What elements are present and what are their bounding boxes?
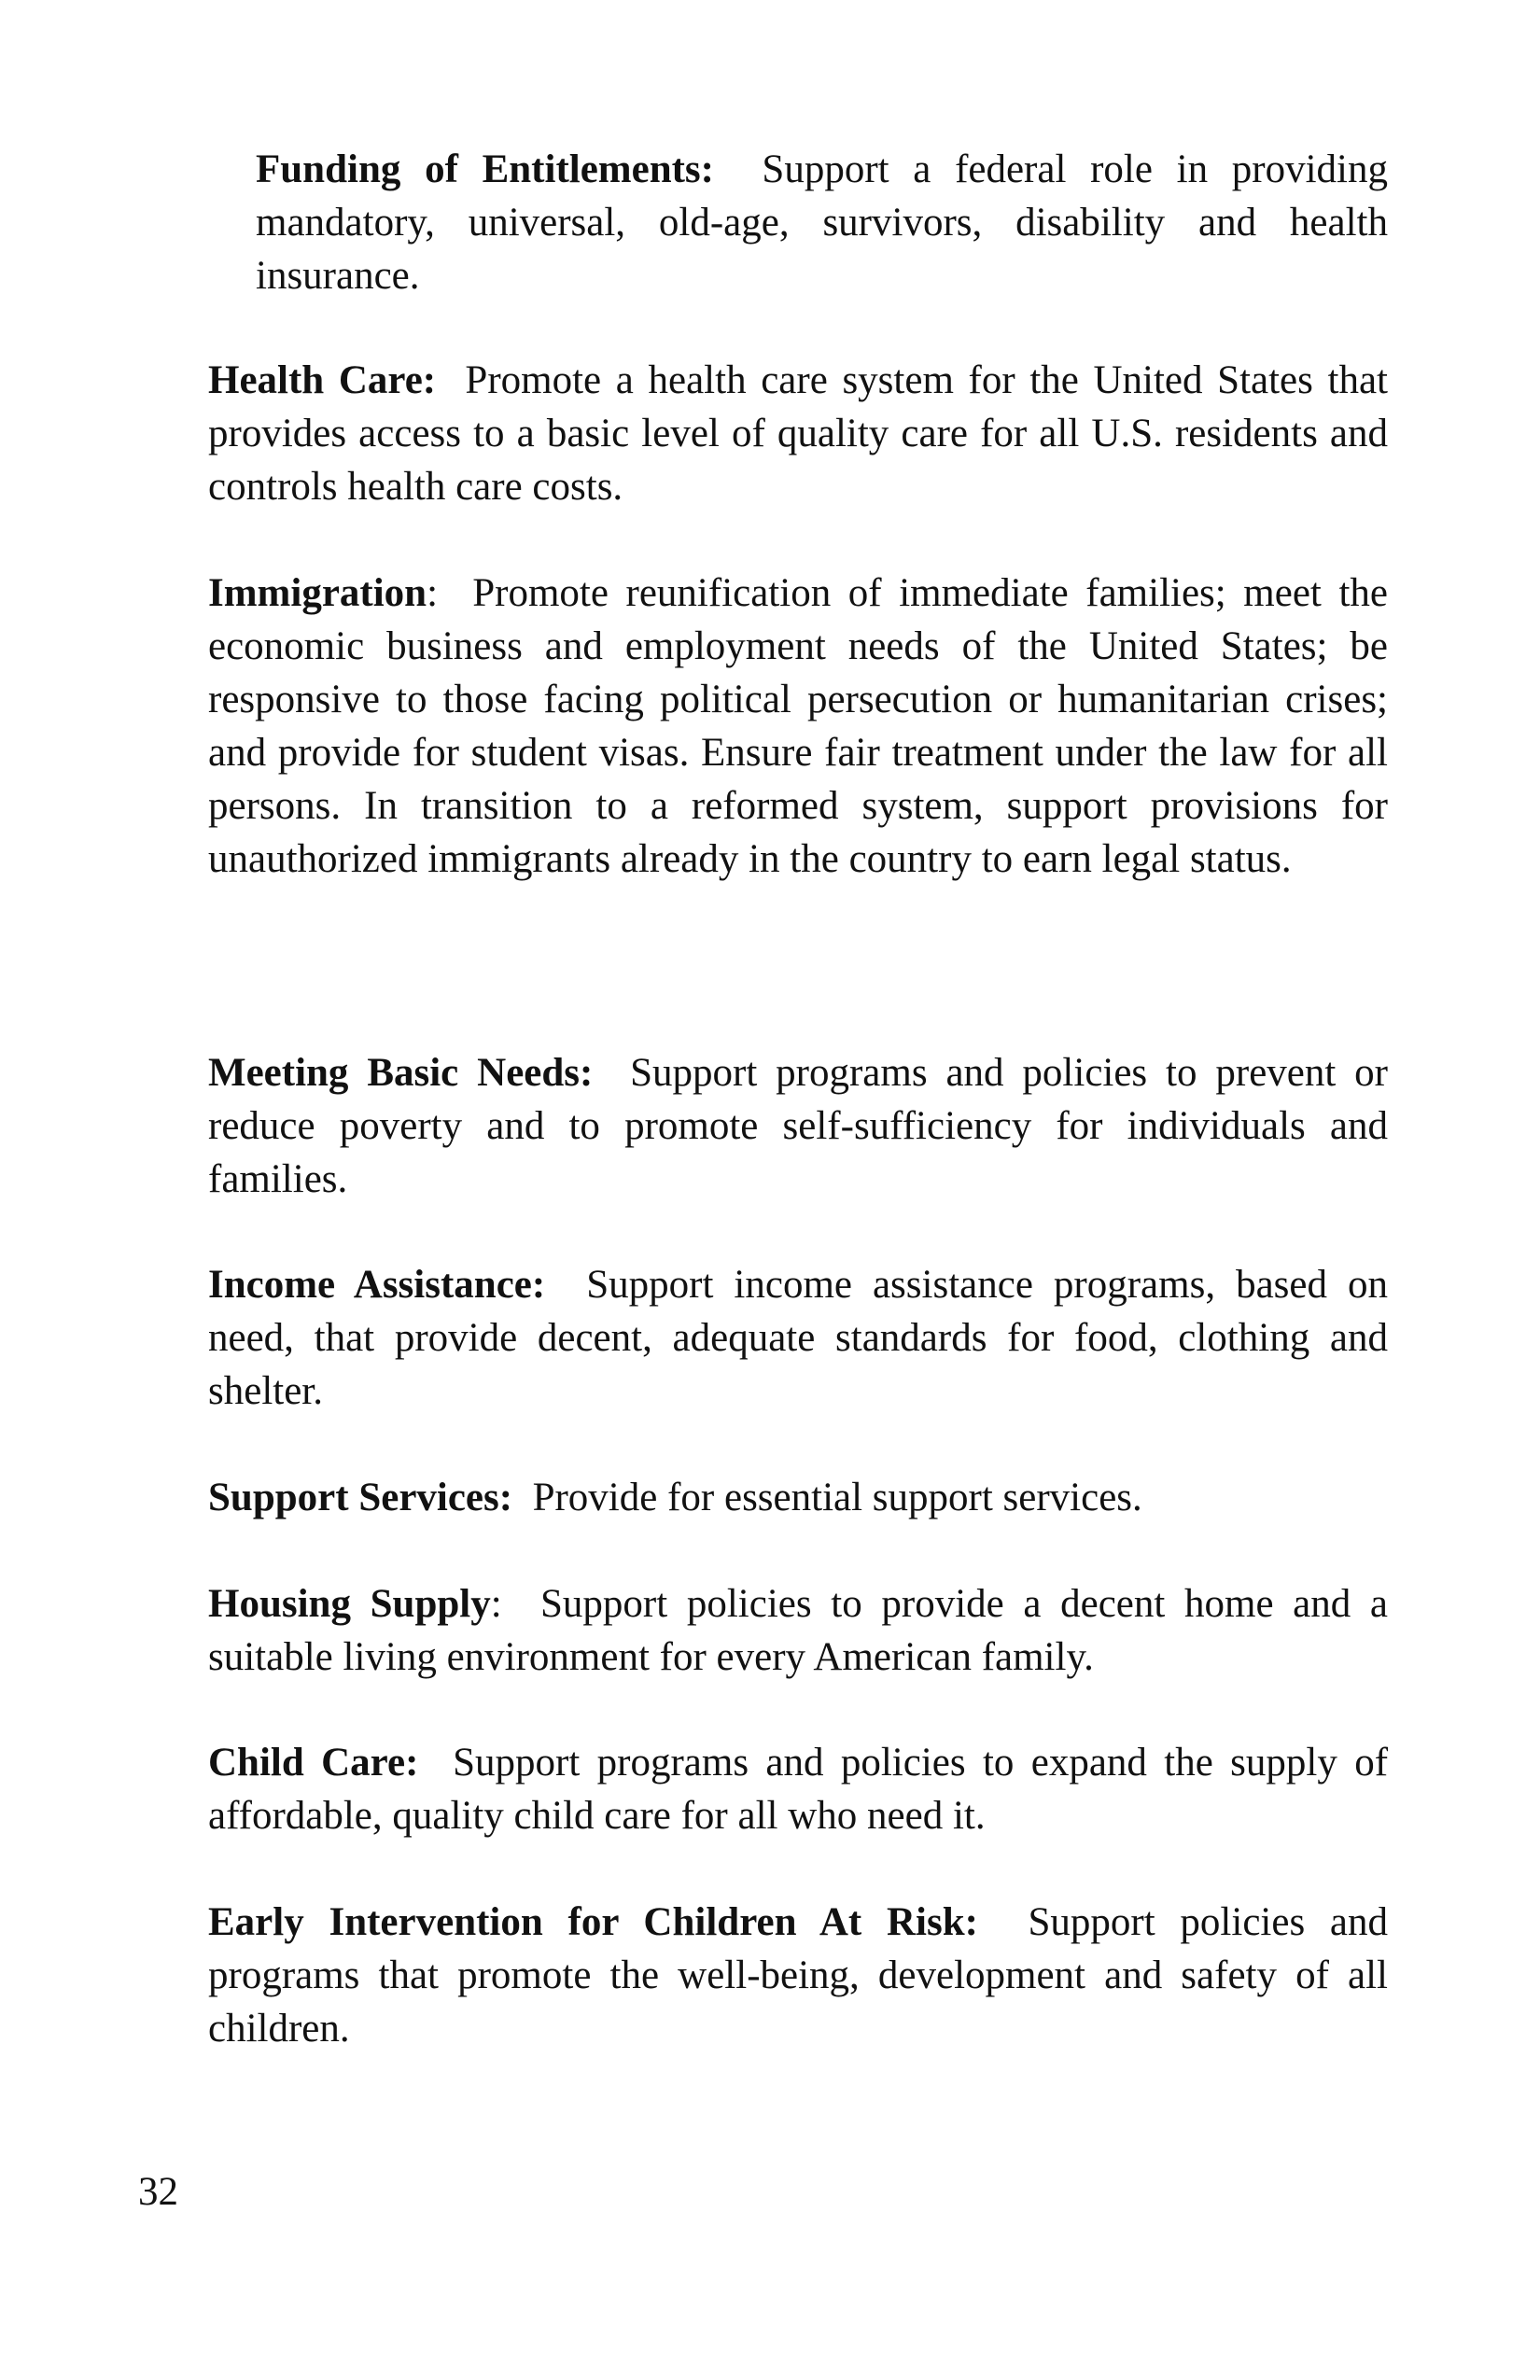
section-body: Support programs and policies to prevent or reduce poverty and to promote self-sufficiency for individuals and families.: [208, 1051, 1389, 1201]
section-heading: Support Services:: [208, 1476, 513, 1519]
section-heading: Income Assistance:: [208, 1263, 546, 1307]
section-support-services: [208, 1471, 1388, 1524]
section-income-assistance: [208, 1258, 1388, 1418]
section-body: Support policies and programs that promote the well-being, development and safety of all children.: [208, 1900, 1389, 2051]
section-body: Promote reunification of immediate families; meet the economic business and employment needs of the United States; be responsive to those facing political persecution or humanitarian crises; and provide for student visas. Ensure fair treatment under the law for all persons. In transition to a reformed system, support provisions for unauthorized immigrants already in the country to earn legal status.: [208, 571, 1388, 881]
section-early-intervention: [208, 1896, 1388, 2055]
section-separator: :: [427, 571, 439, 615]
section-heading: Housing Supply: [208, 1582, 491, 1626]
section-heading: Meeting Basic Needs:: [208, 1051, 594, 1095]
section-heading: Child Care:: [208, 1741, 419, 1785]
section-body: Promote a health care system for the United States that provides access to a basic level of quality care for all U.S. residents and controls health care costs.: [208, 358, 1389, 509]
page-number: 32: [138, 2170, 178, 2214]
section-meeting-basic-needs: [208, 1046, 1388, 1206]
section-housing-supply: [208, 1577, 1388, 1684]
section-heading: Funding of Entitlements:: [256, 147, 714, 191]
section-health-care: [208, 354, 1388, 513]
section-heading: Early Intervention for Children At Risk:: [208, 1900, 978, 1944]
section-body: Support policies to provide a decent home and a suitable living environment for every American family.: [208, 1582, 1389, 1679]
section-immigration: [208, 567, 1388, 886]
section-heading: Immigration: [208, 571, 427, 615]
section-body: Support programs and policies to expand the supply of affordable, quality child care for all who need it.: [208, 1741, 1389, 1838]
section-child-care: [208, 1736, 1388, 1842]
section-body: Provide for essential support services.: [532, 1476, 1142, 1519]
section-separator: :: [490, 1582, 502, 1626]
section-funding-of-entitlements: [256, 143, 1388, 302]
section-body: Support a federal role in providing mandatory, universal, old-age, survivors, disability and health insurance.: [256, 147, 1389, 298]
section-body: Support income assistance programs, based on need, that provide decent, adequate standards for food, clothing and shelter.: [208, 1263, 1388, 1413]
section-heading: Health Care:: [208, 358, 437, 402]
